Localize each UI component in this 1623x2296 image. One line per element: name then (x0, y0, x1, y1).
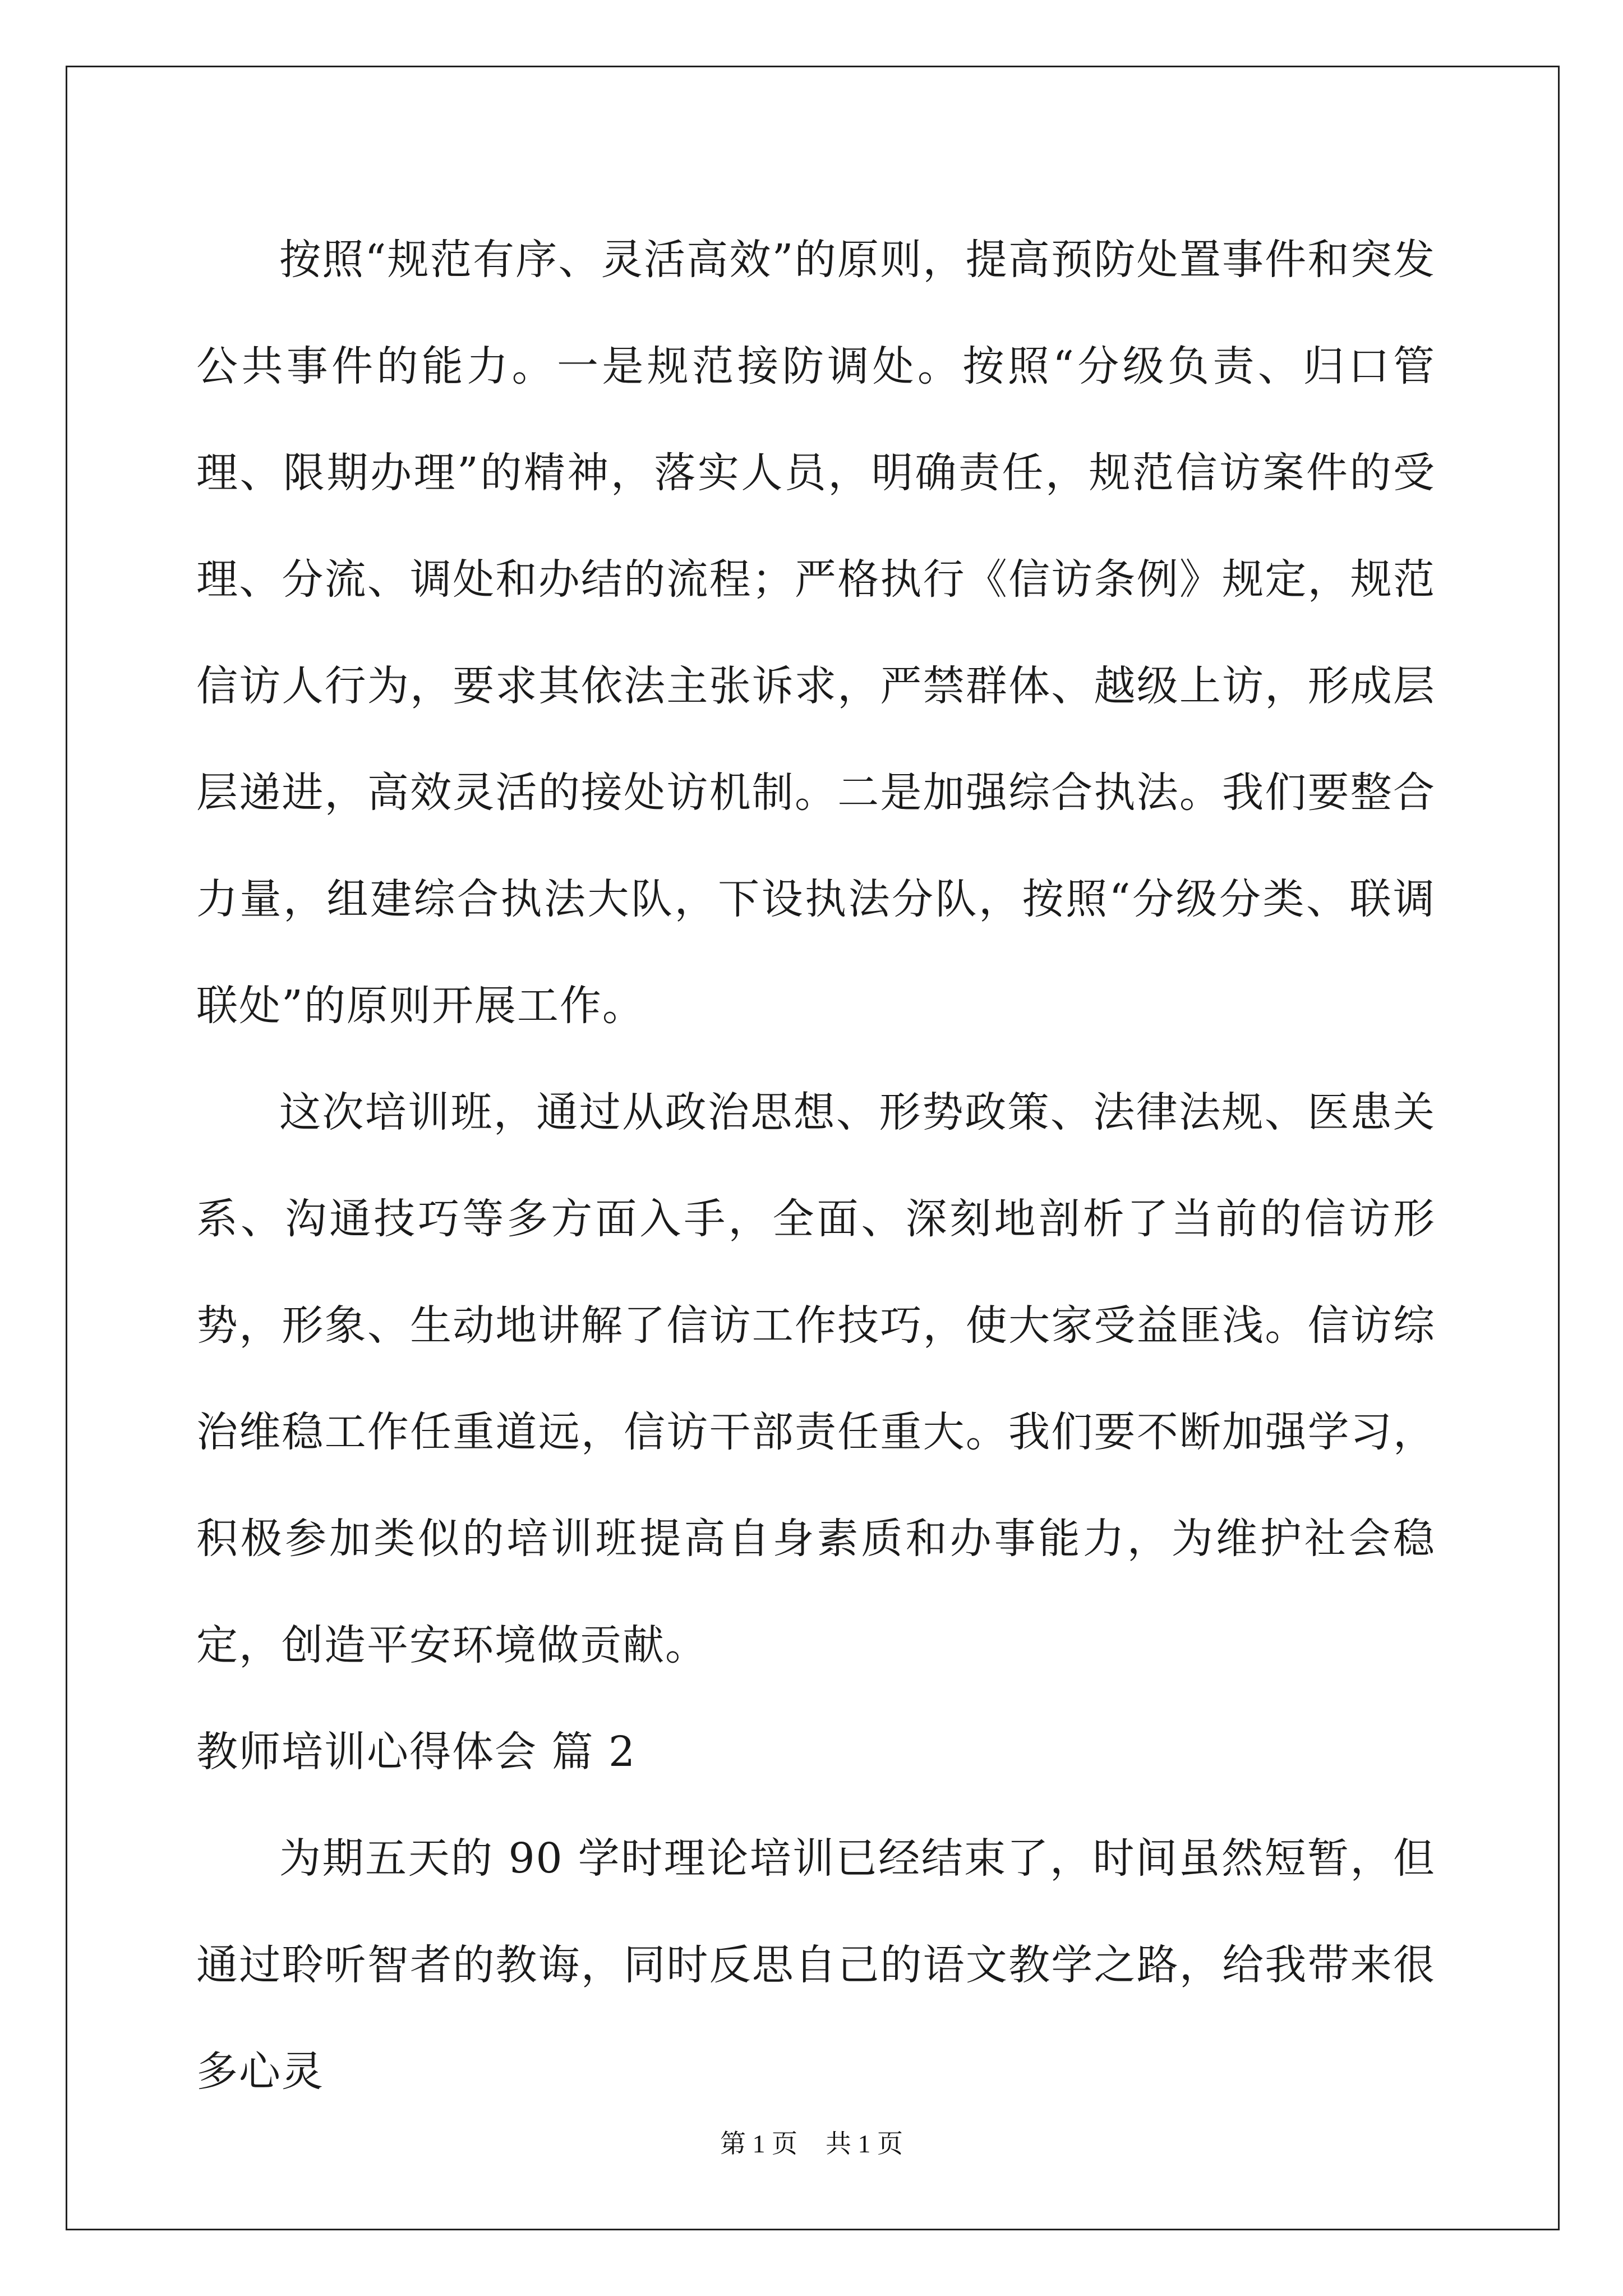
paragraph-3: 为期五天的 90 学时理论培训已经结束了，时间虽然短暂，但通过聆听智者的教诲，同时反思自己的语文教学之路，给我带来很多心灵 (196, 1834, 1436, 2096)
paragraph-2: 这次培训班，通过从政治思想、形势政策、法律法规、医患关系、沟通技巧等多方面入手，全面、深刻地剖析了当前的信访形势，形象、生动地讲解了信访工作技巧，使大家受益匪浅。信访综治维稳工作任重道远，信访干部责任重大。我们要不断加强学习，积极参加类似的培训班提高自身素质和办事能力，为维护社会稳定，创造平安环境做贡献。 (196, 1088, 1436, 1669)
paragraph-1: 按照“规范有序、灵活高效”的原则，提高预防处置事件和突发公共事件的能力。一是规范接防调处。按照“分级负责、归口管理、限期办理”的精神，落实人员，明确责任，规范信访案件的受理、分流、调处和办结的流程；严格执行《信访条例》规定，规范信访人行为，要求其依法主张诉求，严禁群体、越级上访，形成层层递进，高效灵活的接处访机制。二是加强综合执法。我们要整合力量，组建综合执法大队，下设执法分队，按照“分级分类、联调联处”的原则开展工作。 (196, 236, 1436, 1030)
page-number-total: 共 1 页 (826, 2129, 903, 2158)
section-heading: 教师培训心得体会 篇 2 (196, 1728, 637, 1776)
page-number-current: 第 1 页 (720, 2129, 797, 2158)
page-footer (0, 2123, 1623, 2160)
document-body (196, 206, 1436, 2125)
